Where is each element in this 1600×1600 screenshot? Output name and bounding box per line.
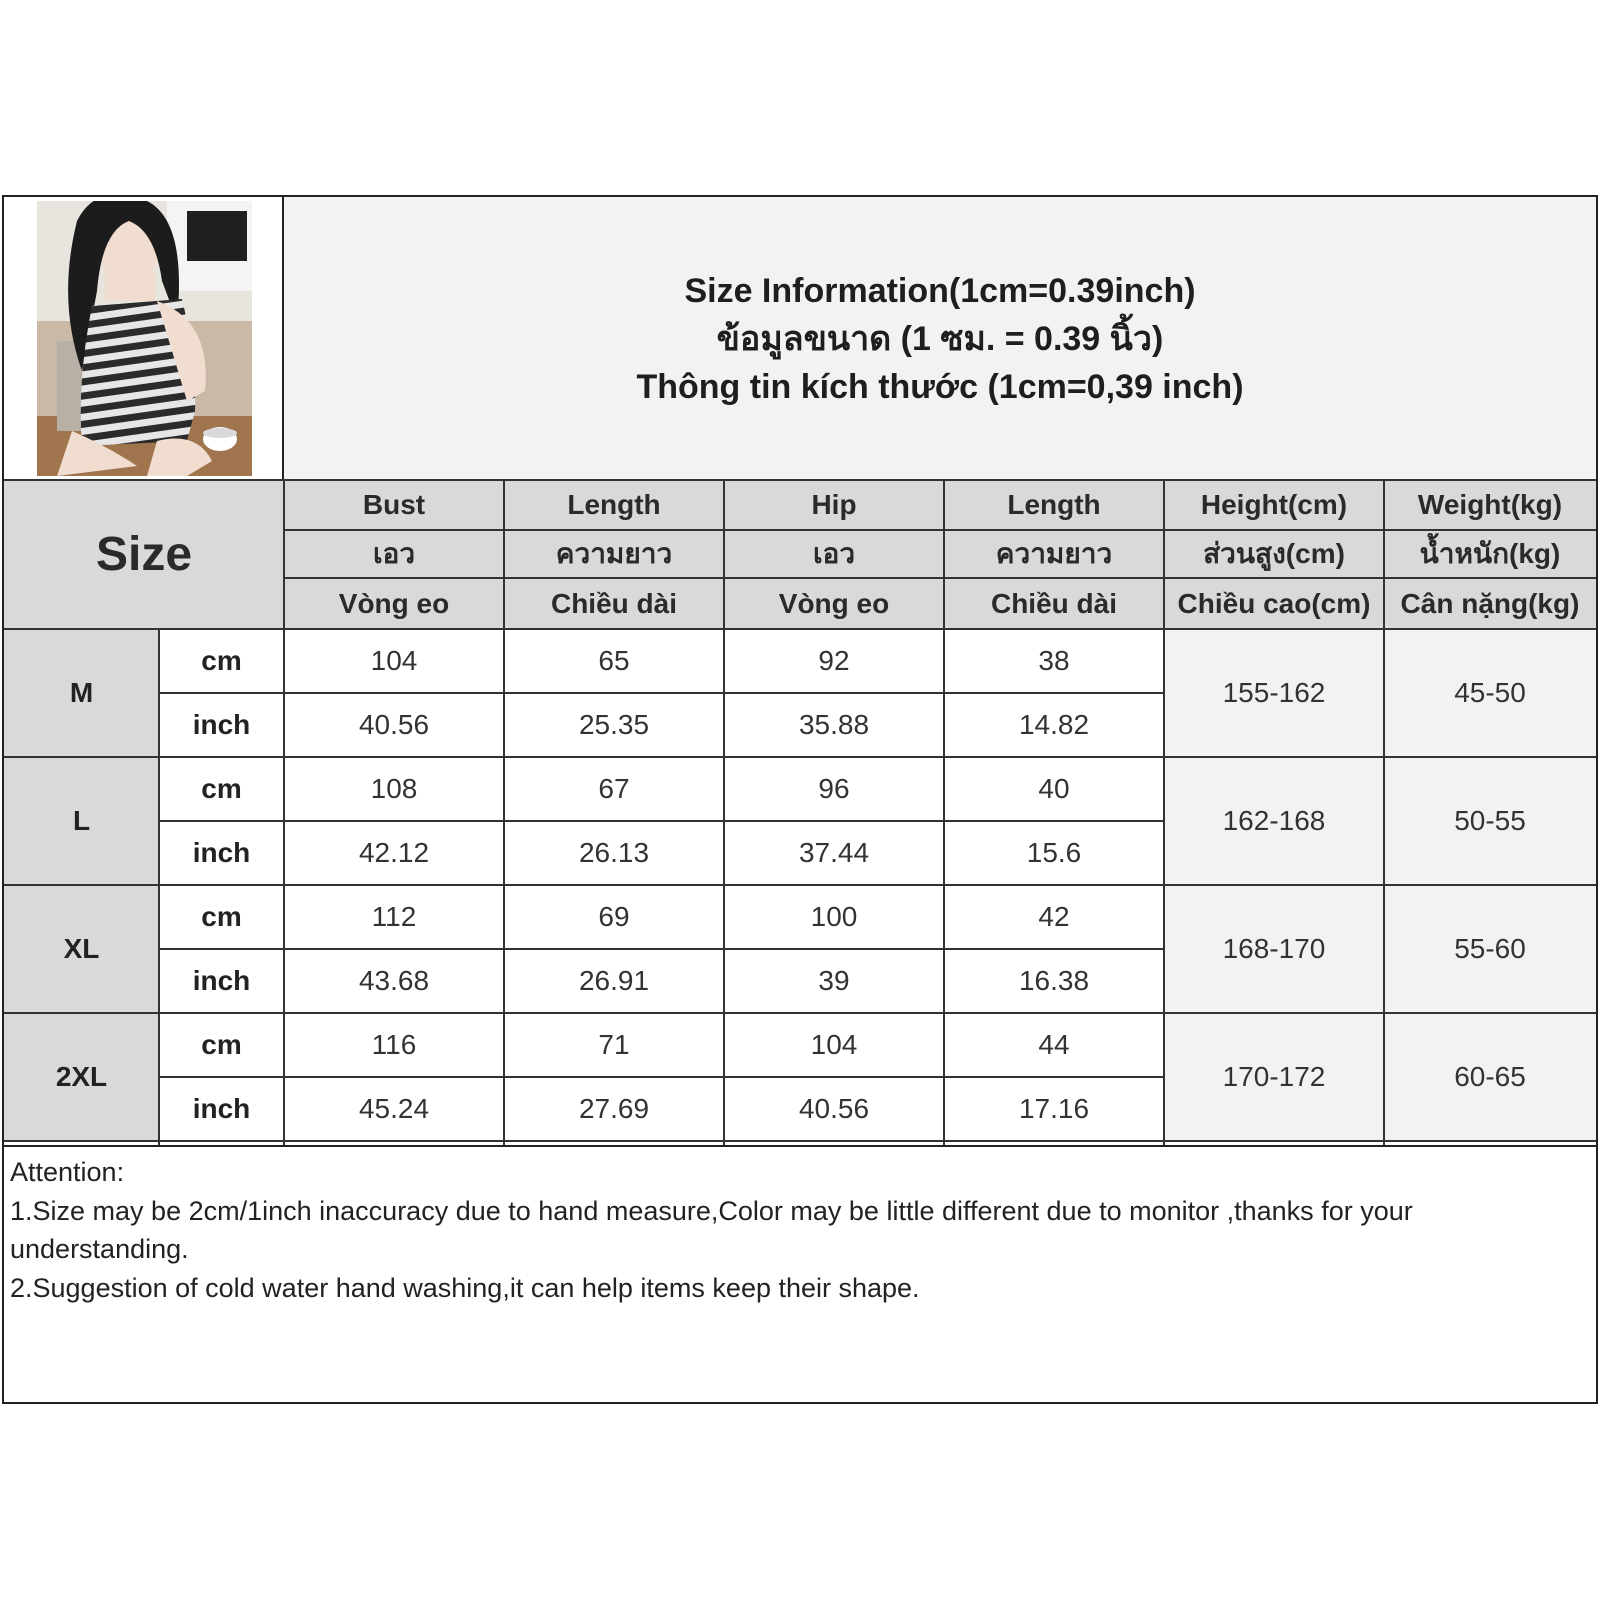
grid-line: [159, 1076, 1164, 1078]
height-range-cell: 162-168: [1164, 757, 1384, 885]
height-range-cell: 155-162: [1164, 629, 1384, 757]
note-item: 1.Size may be 2cm/1inch inaccuracy due to hand measure,Color may be little different due to monitor ,thanks for your understanding.: [10, 1195, 1413, 1264]
table-cell: 15.6: [944, 821, 1164, 885]
attention-notes: [4, 1145, 1596, 1402]
grid-line: [4, 1140, 1596, 1142]
column-header-th: ความยาว: [944, 530, 1164, 578]
unit-label: inch: [159, 949, 284, 1013]
table-cell: 67: [504, 757, 724, 821]
height-range-cell: 170-172: [1164, 1013, 1384, 1141]
size-chart: [2, 195, 1598, 1404]
table-cell: 92: [724, 629, 944, 693]
grid-line: [4, 1012, 1596, 1014]
table-cell: 116: [284, 1013, 504, 1077]
table-cell: 40.56: [284, 693, 504, 757]
column-header-th: ส่วนสูง(cm): [1164, 530, 1384, 578]
table-cell: 37.44: [724, 821, 944, 885]
size-label: XL: [4, 885, 159, 1013]
table-cell: 14.82: [944, 693, 1164, 757]
column-header-en: Hip: [724, 480, 944, 530]
column-header-vi: Cân nặng(kg): [1384, 578, 1596, 629]
size-label: L: [4, 757, 159, 885]
table-cell: 26.91: [504, 949, 724, 1013]
notes-heading: Attention:: [10, 1157, 125, 1187]
grid-line: [159, 820, 1164, 822]
size-header: Size: [4, 480, 284, 629]
table-cell: 42: [944, 885, 1164, 949]
title-thai: ข้อมูลขนาด (1 ซม. = 0.39 นิ้ว): [716, 319, 1164, 358]
grid-line: [723, 480, 725, 1145]
table-cell: 100: [724, 885, 944, 949]
title-block: [284, 197, 1596, 480]
table-cell: 40.56: [724, 1077, 944, 1141]
unit-label: inch: [159, 821, 284, 885]
grid-line: [943, 480, 945, 1145]
table-cell: 39: [724, 949, 944, 1013]
table-cell: 45.24: [284, 1077, 504, 1141]
product-photo: [37, 201, 252, 476]
column-header-en: Weight(kg): [1384, 480, 1596, 530]
product-photo-cell: [4, 197, 284, 480]
table-cell: 27.69: [504, 1077, 724, 1141]
column-header-en: Height(cm): [1164, 480, 1384, 530]
table-cell: 25.35: [504, 693, 724, 757]
unit-label: cm: [159, 629, 284, 693]
grid-line: [283, 480, 285, 1145]
grid-line: [4, 884, 1596, 886]
column-header-vi: Vòng eo: [284, 578, 504, 629]
table-cell: 44: [944, 1013, 1164, 1077]
size-label: M: [4, 629, 159, 757]
unit-label: inch: [159, 1077, 284, 1141]
grid-line: [284, 529, 1596, 531]
column-header-th: เอว: [284, 530, 504, 578]
table-cell: 35.88: [724, 693, 944, 757]
height-range-cell: 168-170: [1164, 885, 1384, 1013]
grid-line: [4, 479, 1596, 481]
column-header-th: น้ำหนัก(kg): [1384, 530, 1596, 578]
column-header-th: ความยาว: [504, 530, 724, 578]
grid-line: [284, 577, 1596, 579]
column-header-vi: Chiều dài: [504, 578, 724, 629]
unit-label: cm: [159, 757, 284, 821]
column-header-vi: Chiều dài: [944, 578, 1164, 629]
size-label: 2XL: [4, 1013, 159, 1141]
table-cell: 40: [944, 757, 1164, 821]
table-cell: 71: [504, 1013, 724, 1077]
unit-label: cm: [159, 885, 284, 949]
table-cell: 43.68: [284, 949, 504, 1013]
table-cell: 104: [724, 1013, 944, 1077]
table-cell: 69: [504, 885, 724, 949]
weight-range-cell: 45-50: [1384, 629, 1596, 757]
grid-line: [158, 629, 160, 1145]
grid-line: [1383, 480, 1385, 1145]
column-header-en: Bust: [284, 480, 504, 530]
title-vietnamese: Thông tin kích thước (1cm=0,39 inch): [636, 367, 1244, 406]
table-cell: 17.16: [944, 1077, 1164, 1141]
weight-range-cell: 55-60: [1384, 885, 1596, 1013]
column-header-vi: Vòng eo: [724, 578, 944, 629]
table-cell: 26.13: [504, 821, 724, 885]
unit-label: inch: [159, 693, 284, 757]
table-cell: 104: [284, 629, 504, 693]
column-header-en: Length: [944, 480, 1164, 530]
column-header-en: Length: [504, 480, 724, 530]
grid-line: [503, 480, 505, 1145]
column-header-vi: Chiều cao(cm): [1164, 578, 1384, 629]
grid-line: [159, 948, 1164, 950]
table-cell: 16.38: [944, 949, 1164, 1013]
table-cell: 96: [724, 757, 944, 821]
table-cell: 38: [944, 629, 1164, 693]
weight-range-cell: 60-65: [1384, 1013, 1596, 1141]
column-header-th: เอว: [724, 530, 944, 578]
table-cell: 65: [504, 629, 724, 693]
unit-label: cm: [159, 1013, 284, 1077]
grid-line: [1163, 480, 1165, 1145]
table-cell: 112: [284, 885, 504, 949]
note-item: 2.Suggestion of cold water hand washing,it can help items keep their shape.: [10, 1272, 920, 1303]
table-cell: 42.12: [284, 821, 504, 885]
title-english: Size Information(1cm=0.39inch): [684, 271, 1196, 310]
grid-line: [4, 628, 1596, 630]
weight-range-cell: 50-55: [1384, 757, 1596, 885]
grid-line: [159, 692, 1164, 694]
grid-line: [4, 756, 1596, 758]
table-cell: 108: [284, 757, 504, 821]
